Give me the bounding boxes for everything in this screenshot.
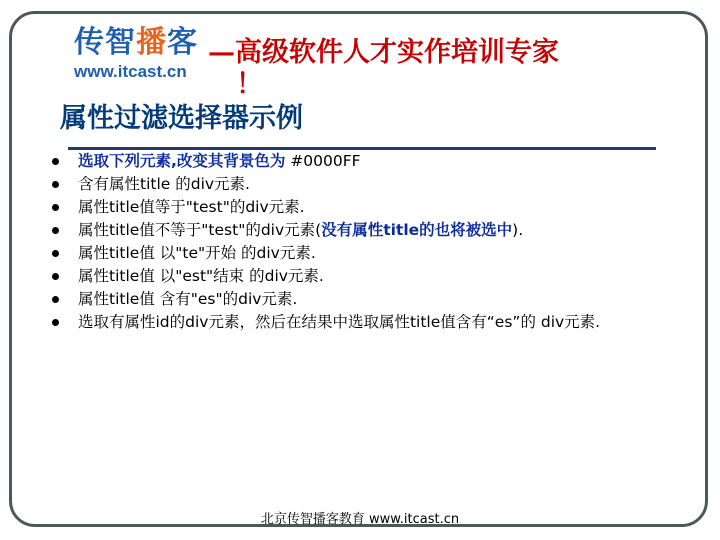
logo-part-3: 客 xyxy=(167,25,198,60)
bullet-icon xyxy=(52,250,59,257)
item-text: 属性title值等于"test"的div元素. xyxy=(78,198,305,216)
item-text: 属性title值不等于"test"的div元素( xyxy=(78,221,322,239)
list-item xyxy=(52,173,692,196)
list-item xyxy=(52,265,692,288)
list-item xyxy=(52,196,692,219)
item-text: 属性title值 以"est"结束 的div元素. xyxy=(78,267,324,285)
item-bold-text: 没有属性title的也将被选中 xyxy=(321,221,513,239)
logo-text xyxy=(74,26,198,60)
item-text: 属性title值 以"te"开始 的div元素. xyxy=(78,244,316,262)
item-text: 选取有属性id的div元素，然后在结果中选取属性title值含有“es”的 div元素. xyxy=(78,313,601,331)
item-bold-text: 选取下列元素,改变其背景色为 xyxy=(78,152,286,170)
bullet-icon xyxy=(52,319,59,326)
bullet-icon xyxy=(52,273,59,280)
bullet-icon xyxy=(52,181,59,188)
bullet-icon xyxy=(52,204,59,211)
item-text: #0000FF xyxy=(285,152,361,170)
list-item xyxy=(52,311,692,334)
bullet-icon xyxy=(52,296,59,303)
bullet-list xyxy=(52,150,692,334)
list-item xyxy=(52,288,692,311)
list-item xyxy=(52,150,692,173)
slide-title: 属性过滤选择器示例 xyxy=(60,103,303,134)
logo-url: www.itcast.cn xyxy=(74,62,187,81)
footer-text: 北京传智播客教育 www.itcast.cn xyxy=(260,512,460,527)
tagline: —高级软件人才实作培训专家 xyxy=(208,37,559,68)
item-text-end: ). xyxy=(512,221,524,239)
tagline-exclamation: ！ xyxy=(236,69,263,100)
itcast-logo xyxy=(74,26,198,82)
bullet-icon xyxy=(52,227,59,234)
item-text: 含有属性title 的div元素. xyxy=(78,175,250,193)
logo-part-1: 传智 xyxy=(74,25,136,60)
item-text: 属性title值 含有"es"的div元素. xyxy=(78,290,298,308)
logo-part-2: 播 xyxy=(136,25,167,60)
list-item xyxy=(52,242,692,265)
bullet-icon xyxy=(52,158,59,165)
list-item xyxy=(52,219,692,242)
